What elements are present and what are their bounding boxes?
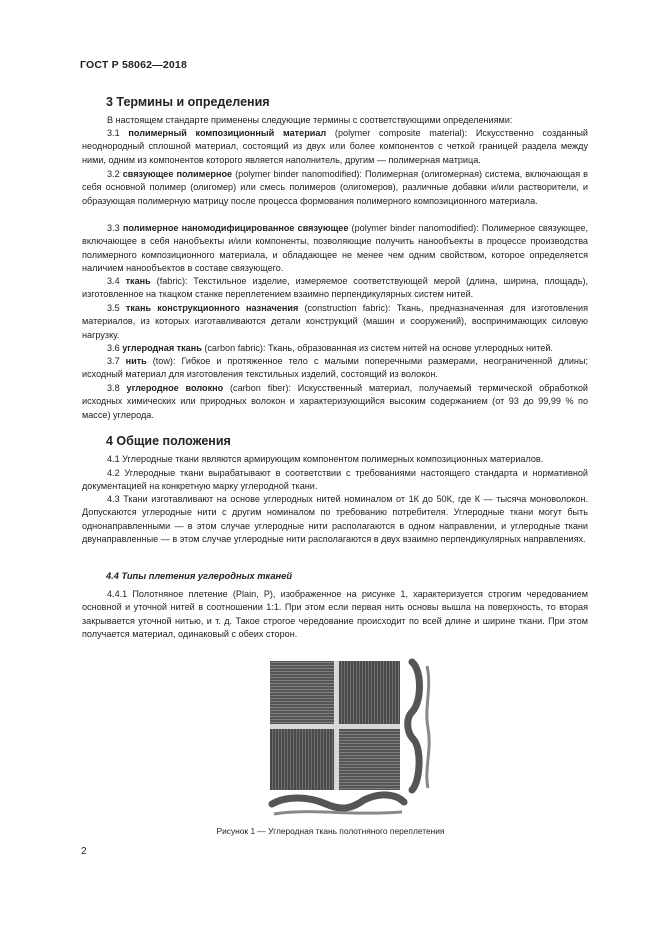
term-3-1: 3.1 полимерный композиционный материал (polymer composite material): Искусственно созданный неоднородный сплошной материал, состоящий из двух или более компонентов с четкой границей раздела между ними, одним из компонентов которого является наполнитель, другим — полимерная матрица. — [82, 128, 589, 165]
tow-profile-bottom-thin — [274, 812, 402, 814]
section-3-title: 3 Термины и определения — [106, 95, 270, 109]
section-3-intro: В настоящем стандарте применены следующие термины с соответствующими определениями: — [107, 115, 513, 125]
para-4-3: 4.3 Ткани изготавливают на основе углеродных нитей номиналом от 1К до 50К, где К — тысяча моноволокон. Допускаются углеродные нити с другим номиналом по требованию потребителя. Углеродные ткани могут быть однонаправленными — в этом случае углеродные нити располагаются в одном направлении, и углеродные ткани двунаправленные — в этом случае углеродные нити располагаются в двух взаимно перпендикулярных направлениях. — [82, 494, 588, 545]
document-id-header: ГОСТ Р 58062—2018 — [80, 59, 188, 71]
para-4-1: 4.1 Углеродные ткани являются армирующим компонентом полимерных композиционных материалов. — [107, 454, 544, 464]
term-3-8: 3.8 углеродное волокно (carbon fiber): Искусственный материал, получаемый термической обработкой исходных химических или природных волокон и характеризующийся высоким содержанием (от 93 до 99,99 % по массе) углерода. — [82, 383, 588, 420]
term-3-7: 3.7 нить (tow): Гибкое и протяженное тело с малыми поперечными размерами, неограниченной длины; исходный материал для изготовления текстильных изделий, состоящий из волокон. — [82, 356, 589, 380]
figure-caption: Рисунок 1 — Углеродная ткань полотняного переплетения — [216, 826, 445, 836]
term-3-3: 3.3 полимерное наномодифицированное связующее (polymer binder nanomodified): Полимерное связующее, включающее в себя нанобъекты и/или компоненты, позволяющие получить нанообъекты в процессе производства полимерного композиционного материала, и обладающее не менее чем одним свойством, которое определяется наличием нанообъектов в составе связующего. — [82, 223, 588, 274]
para-4-2: 4.2 Углеродные ткани вырабатывают в соответствии с требованиями настоящего стандарта и нормативной документацией на конкретную марку углеродной ткани. — [82, 468, 588, 492]
weave-tile — [270, 728, 336, 790]
term-3-2: 3.2 связующее полимерное (polymer binder nanomodified): Полимерная (олигомерная) система, включающая в себя основной полимер (олигомер) или смесь полимеров (олигомеров), различные добавки и/или растворители, и образующая полимерную матрицу после процесса формования полимерного композиционного материала. — [82, 169, 588, 206]
term-3-4: 3.4 ткань (fabric): Текстильное изделие, измеряемое соответствующей мерой (длина, ширина, площадь), изготовленное на ткацком станке переплетением взаимно перпендикулярных систем нитей. — [82, 276, 589, 300]
tow-profile-side-thin — [427, 666, 429, 788]
term-3-5: 3.5 ткань конструкционного назначения (construction fabric): Ткань, предназначенная для изготовления материалов, из которых изготавливаются детали конструкций (машин и сооружений), воспринимающих силовую нагрузку. — [82, 303, 588, 340]
term-3-6: 3.6 углеродная ткань (carbon fabric): Ткань, образованная из систем нитей на основе углеродных нитей. — [107, 343, 553, 353]
section-4-title: 4 Общие положения — [106, 434, 231, 448]
tow-profile-side — [408, 662, 420, 790]
plain-weave-figure — [268, 658, 436, 818]
weave-tile — [270, 661, 336, 725]
weave-tile — [338, 728, 400, 790]
page-number: 2 — [81, 846, 87, 857]
weave-tile — [338, 661, 400, 725]
para-4-4-1: 4.4.1 Полотняное плетение (Plain, P), изображенное на рисунке 1, характеризуется строгим чередованием основной и уточной нитей в соотношении 1:1. При этом если первая нить основы вышла на поверхность, то вторая закрывается уточной нитью, и т. д. Такое строгое чередование происходит по всей длине и ширине ткани. При этом получается материал, одинаковый с обеих сторон. — [82, 589, 588, 640]
subsection-4-4-title: 4.4 Типы плетения углеродных тканей — [106, 571, 292, 581]
tow-profile-bottom — [272, 795, 404, 808]
